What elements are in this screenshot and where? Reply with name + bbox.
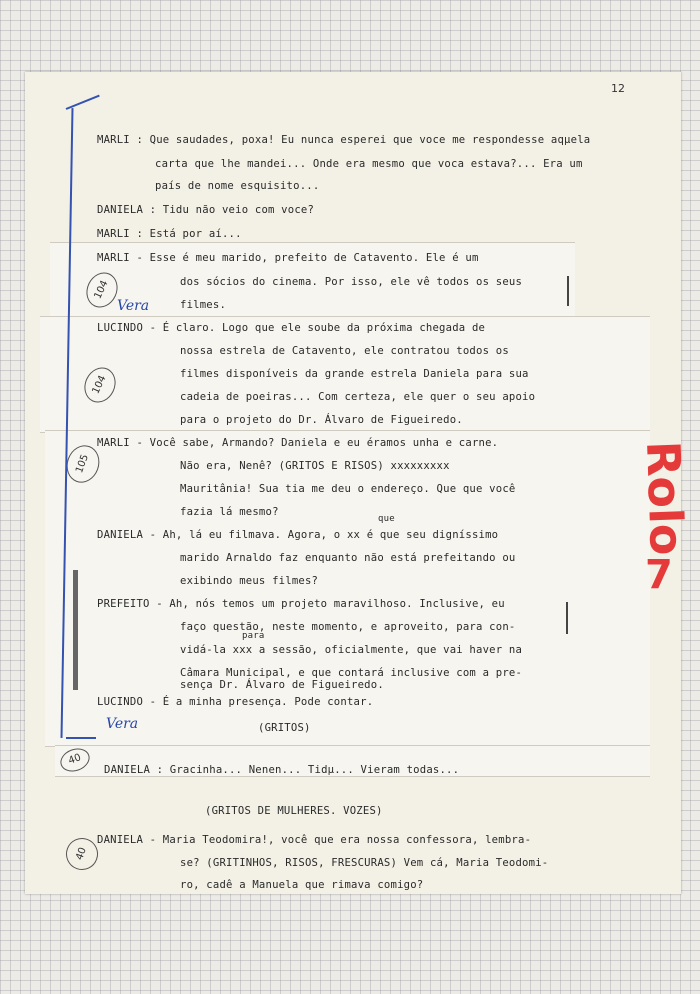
- script-line: dos sócios do cinema. Por isso, ele vê todos os seus: [180, 276, 523, 288]
- script-line: nossa estrela de Catavento, ele contratou todos os: [180, 345, 509, 357]
- script-line: vidá-la xxx a sessão, oficialmente, que vai haver na: [180, 644, 523, 656]
- insertion-para: para: [242, 631, 265, 641]
- script-line: marido Arnaldo faz enquanto não está prefeitando ou: [180, 552, 516, 564]
- script-line: país de nome esquisito...: [155, 180, 320, 192]
- scene-number-stamp: 104: [81, 267, 123, 312]
- pencil-mark: [566, 602, 568, 634]
- script-line: PREFEITO - Ah, nós temos um projeto maravilhoso. Inclusive, eu: [97, 598, 505, 610]
- script-line: cadeia de poeiras... Com certeza, ele quer o seu apoio: [180, 391, 536, 403]
- scene-number-stamp: 105: [61, 441, 104, 488]
- script-line: filmes.: [180, 299, 227, 311]
- script-line: MARLI : Está por aí...: [97, 228, 242, 240]
- script-line: MARLI : Que saudades, poxa! Eu nunca esperei que voce me respondesse aqµela: [97, 134, 591, 146]
- script-line: (GRITOS): [258, 722, 311, 734]
- script-line: LUCINDO - É claro. Logo que ele soube da próxima chegada de: [97, 322, 486, 334]
- pen-bracket-bottom: [66, 737, 96, 739]
- reel-marker-number: 7: [645, 552, 673, 598]
- pencil-mark: [73, 570, 78, 690]
- script-line: MARLI - Você sabe, Armando? Daniela e eu éramos unha e carne.: [97, 437, 499, 449]
- script-line: DANIELA - Maria Teodomira!, você que era nossa confessora, lembra-: [97, 834, 532, 846]
- script-line: (GRITOS DE MULHERES. VOZES): [205, 805, 383, 817]
- page-number: 12: [611, 82, 625, 95]
- handwritten-name: Vera: [117, 298, 150, 314]
- script-line: Câmara Municipal, e que contará inclusive com a pre-: [180, 667, 523, 679]
- script-line: LUCINDO - É a minha presença. Pode contar.: [97, 696, 374, 708]
- script-line: exibindo meus filmes?: [180, 575, 319, 587]
- insertion-que: que: [378, 514, 395, 524]
- script-line: DANIELA : Tidu não veio com voce?: [97, 204, 315, 216]
- script-line: Não era, Nenê? (GRITOS E RISOS) xxxxxxxxx: [180, 460, 450, 472]
- scene-number-stamp: 40: [57, 745, 93, 776]
- script-line: DANIELA : Gracinha... Nenen... Tidµ... Vieram todas...: [104, 764, 460, 776]
- script-line: para o projeto do Dr. Álvaro de Figueiredo.: [180, 414, 463, 426]
- scene-number-stamp: 104: [79, 362, 121, 407]
- script-line: se? (GRITINHOS, RISOS, FRESCURAS) Vem cá, Maria Teodomi-: [180, 857, 549, 869]
- script-line: Mauritânia! Sua tia me deu o endereço. Que que você: [180, 483, 516, 495]
- script-line: fazia lá mesmo?: [180, 506, 279, 518]
- pencil-mark: [567, 276, 569, 306]
- handwritten-name: Vera: [106, 716, 139, 732]
- script-line: ro, cadê a Manuela que rimava comigo?: [180, 879, 424, 891]
- scene-number-stamp: 40: [61, 833, 102, 874]
- script-line: filmes disponíveis da grande estrela Daniela para sua: [180, 368, 529, 380]
- script-line: sença Dr. Álvaro de Figueiredo.: [180, 679, 384, 691]
- script-line: DANIELA - Ah, lá eu filmava. Agora, o xx é que seu digníssimo: [97, 529, 499, 541]
- script-line: MARLI - Esse é meu marido, prefeito de Catavento. Ele é um: [97, 252, 479, 264]
- reel-marker-text: Rolo: [636, 440, 694, 557]
- script-line: carta que lhe mandei... Onde era mesmo que voca estava?... Era um: [155, 158, 583, 170]
- script-line: faço questão, neste momento, e aproveito, para con-: [180, 621, 516, 633]
